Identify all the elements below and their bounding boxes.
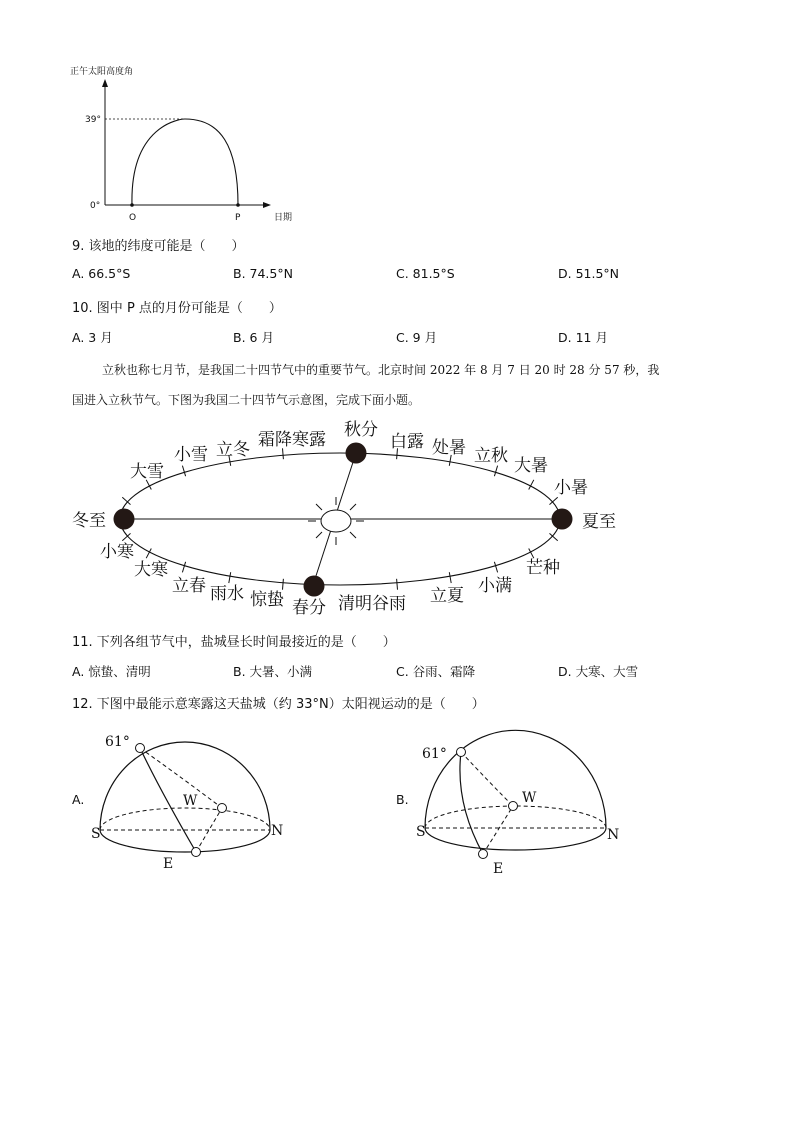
q11-option-c[interactable]: C. 谷雨、霜降 (396, 664, 476, 679)
q10-option-d[interactable]: D. 11 月 (558, 330, 608, 345)
solar-terms-diagram (60, 415, 640, 625)
term-lixia: 立夏 (430, 586, 464, 606)
dome-a-sunrise-marker (192, 848, 201, 857)
term-mangzhong: 芒种 (526, 558, 560, 578)
q10-option-a[interactable]: A. 3 月 (72, 330, 113, 345)
term-tick (529, 549, 534, 559)
question-10-stem: 10. 图中 P 点的月份可能是（ ） (72, 301, 282, 316)
winter-solstice-marker (114, 509, 135, 530)
chart-x-label-p: P (235, 213, 241, 223)
term-shuangjiang-hanlu: 霜降寒露 (258, 430, 326, 450)
chart-x-axis-arrow (263, 202, 271, 208)
term-liqiu: 立秋 (474, 446, 508, 466)
term-xiaohan: 小寒 (100, 542, 134, 562)
term-lichun: 立春 (172, 576, 206, 596)
term-jingzhe: 惊蛰 (250, 590, 284, 610)
term-tick (283, 579, 284, 590)
chart-x-axis-label: 日期 (274, 213, 293, 223)
q10-option-c[interactable]: C. 9 月 (396, 330, 438, 345)
intro-paragraph-line-2: 国进入立秋节气。下图为我国二十四节气示意图，完成下面小题。 (72, 393, 421, 407)
chart-y-axis-arrow (102, 79, 108, 87)
q9-option-b[interactable]: B. 74.5°N (233, 266, 293, 281)
dome-a-north-label: N (271, 823, 284, 839)
term-dahan: 大寒 (134, 560, 168, 580)
q10-option-b[interactable]: B. 6 月 (233, 330, 274, 345)
dome-b-east-label: E (493, 861, 504, 877)
term-xiazhi: 夏至 (582, 512, 616, 532)
q12-option-a-label[interactable]: A. (72, 792, 85, 807)
q11-option-b[interactable]: B. 大暑、小满 (233, 664, 313, 679)
term-xiaoshu: 小暑 (554, 478, 588, 498)
sun-path-dome-a[interactable] (85, 720, 295, 880)
dome-b-sun-path-back (461, 752, 513, 806)
chart-y-tick-39: 39° (85, 115, 101, 125)
term-xiaoman: 小满 (478, 576, 512, 596)
q9-option-a[interactable]: A. 66.5°S (72, 266, 131, 281)
chart-altitude-curve (132, 119, 238, 205)
term-tick (182, 562, 185, 573)
term-tick (494, 562, 497, 573)
q12-option-b-label[interactable]: B. (396, 792, 409, 807)
q9-option-d[interactable]: D. 51.5°N (558, 266, 620, 281)
term-qingming-guyu: 清明谷雨 (338, 594, 406, 614)
chart-point-o (130, 203, 134, 207)
solar-altitude-chart (60, 55, 320, 230)
term-daxue: 大雪 (130, 462, 164, 482)
dome-b-noon-sun-marker (457, 748, 466, 757)
term-dongzhi: 冬至 (72, 511, 106, 531)
dome-b-south-label: S (416, 824, 426, 840)
term-tick (529, 480, 534, 490)
chart-x-label-o: O (129, 213, 137, 223)
question-12-stem: 12. 下图中最能示意寒露这天盐城（约 33°N）太阳视运动的是（ ） (72, 697, 485, 712)
dome-a-sunset-marker (218, 804, 227, 813)
dome-a-east-label: E (163, 856, 174, 872)
dome-a-west-label: W (183, 793, 198, 809)
dome-a-sun-path-back (140, 748, 222, 808)
q11-option-d[interactable]: D. 大寒、大雪 (558, 664, 639, 679)
chart-point-p (236, 203, 240, 207)
term-xiaoxue: 小雪 (174, 445, 208, 465)
question-11-stem: 11. 下列各组节气中，盐城昼长时间最接近的是（ ） (72, 635, 396, 650)
dome-a-south-label: S (91, 826, 101, 842)
term-tick (397, 579, 398, 590)
term-tick (229, 572, 231, 583)
term-bailu: 白露 (390, 432, 424, 452)
dome-a-noon-sun-marker (136, 744, 145, 753)
dome-b-sky-arc (425, 730, 606, 828)
question-9-stem: 9. 该地的纬度可能是（ ） (72, 239, 245, 254)
dome-b-angle-label: 61° (422, 746, 447, 762)
term-tick (182, 466, 185, 477)
vernal-equinox-marker (304, 576, 325, 597)
chart-y-axis-label: 正午太阳高度角 (70, 67, 134, 77)
term-dashu: 大暑 (514, 456, 548, 476)
dome-b-ew-axis (483, 806, 513, 854)
q9-option-c[interactable]: C. 81.5°S (396, 266, 455, 281)
term-tick (146, 549, 151, 559)
dome-b-sunset-marker (509, 802, 518, 811)
term-yushui: 雨水 (210, 584, 244, 604)
q11-option-a[interactable]: A. 惊蛰、清明 (72, 664, 151, 679)
term-tick (494, 466, 497, 477)
dome-b-sunrise-marker (479, 850, 488, 859)
term-autumnal-equinox: 秋分 (344, 420, 378, 440)
dome-a-horizon-back (100, 808, 270, 830)
term-lidong: 立冬 (216, 440, 250, 460)
dome-a-angle-label: 61° (105, 734, 130, 750)
term-chunfen: 春分 (292, 598, 326, 618)
chart-y-tick-0: 0° (90, 201, 101, 211)
term-chushu: 处暑 (432, 438, 466, 458)
term-tick (449, 572, 451, 583)
dome-b-horizon-front (425, 828, 606, 850)
summer-solstice-marker (552, 509, 573, 530)
sun-icon (308, 497, 364, 545)
dome-b-north-label: N (607, 827, 620, 843)
dome-a-sky-arc (100, 742, 270, 830)
autumnal-equinox-marker (346, 443, 367, 464)
dome-b-west-label: W (522, 790, 537, 806)
sun-path-dome-b[interactable] (410, 718, 620, 880)
dome-b-sun-path-front (460, 752, 483, 854)
intro-paragraph-line-1: 立秋也称七月节，是我国二十四节气中的重要节气。北京时间 2022 年 8 月 7 日 20 时 28 分 57 秒，我 (102, 363, 660, 377)
